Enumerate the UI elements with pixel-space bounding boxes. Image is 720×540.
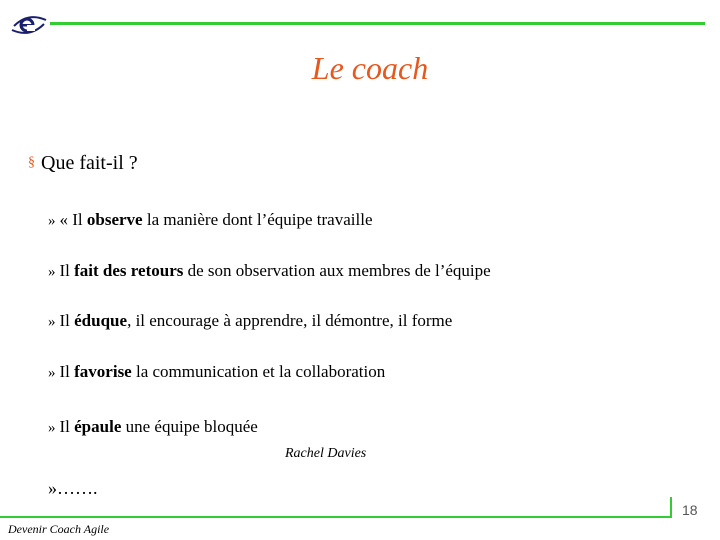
- item-marker: »: [48, 365, 56, 381]
- item-keyword: épaule: [74, 417, 122, 436]
- item-marker: »: [48, 478, 57, 498]
- bottom-divider-corner: [670, 497, 672, 518]
- top-divider: [50, 22, 705, 25]
- page-number: 18: [682, 502, 698, 518]
- footer-text: Devenir Coach Agile: [8, 522, 110, 536]
- list-item-ellipsis: »…….: [48, 478, 98, 498]
- item-marker: »: [48, 213, 56, 229]
- quote-attribution: Rachel Davies: [285, 446, 367, 461]
- item-keyword: fait des retours: [74, 261, 184, 280]
- slide-title: Le coach: [311, 50, 429, 86]
- item-marker: »: [48, 420, 56, 436]
- item-marker: »: [48, 314, 56, 330]
- item-keyword: favorise: [74, 362, 132, 381]
- brand-logo-icon: [10, 8, 48, 40]
- list-item: » Il favorise la communication et la collaboration: [48, 362, 386, 381]
- section-bullet: §: [28, 155, 35, 170]
- bottom-divider: [0, 516, 670, 518]
- item-marker: »: [48, 264, 56, 280]
- list-item: » Il fait des retours de son observation aux membres de l’équipe: [48, 261, 491, 280]
- list-item: » Il épaule une équipe bloquée: [48, 417, 258, 436]
- item-keyword: observe: [86, 210, 143, 229]
- section-heading-row: [28, 152, 138, 175]
- section-heading: Que fait-il ?: [41, 152, 138, 174]
- list-item: » « Il observe la manière dont l’équipe travaille: [48, 210, 373, 229]
- item-keyword: éduque: [74, 311, 128, 330]
- list-item: » Il éduque, il encourage à apprendre, il démontre, il forme: [48, 311, 453, 330]
